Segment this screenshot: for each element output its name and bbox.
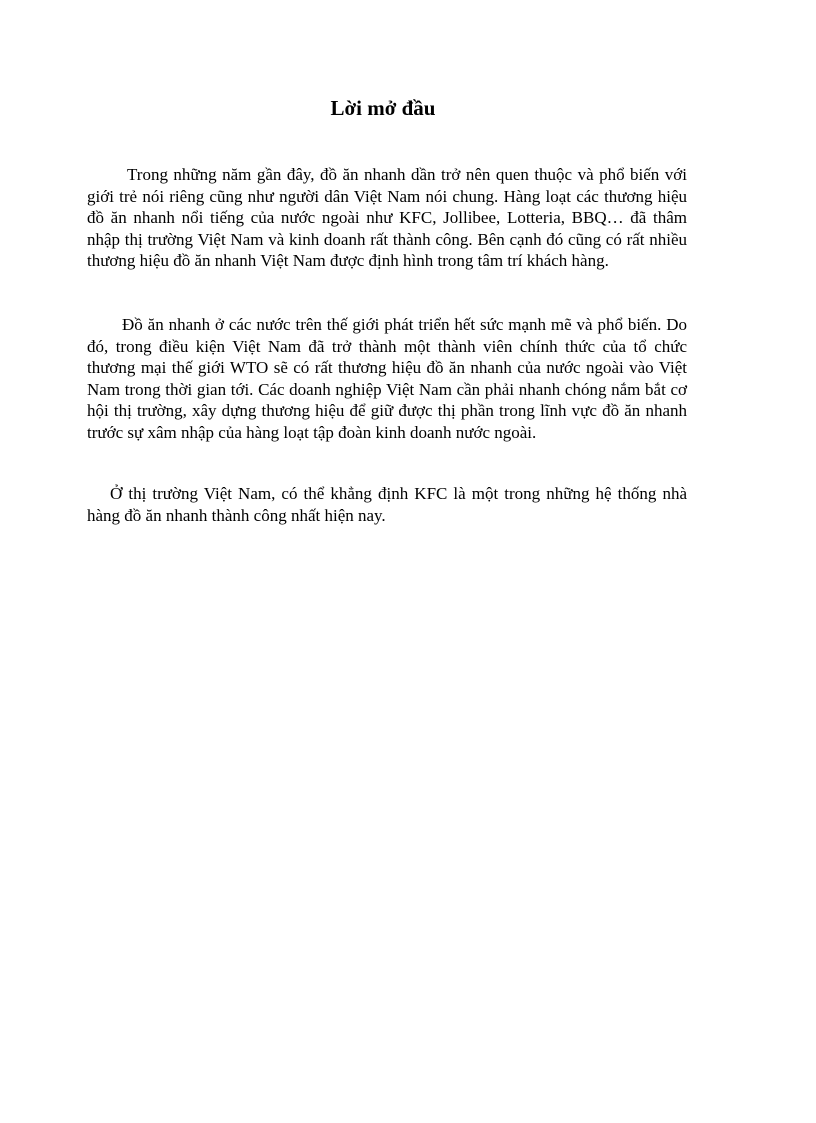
paragraph-global-trend: Đồ ăn nhanh ở các nước trên thế giới phát triển hết sức mạnh mẽ và phổ biến. Do đó, trong điều kiện Việt Nam đã trở thành một thành viên chính thức của tổ chức thương mại thế giới WTO sẽ có rất thương hiệu đồ ăn nhanh của nước ngoài vào Việt Nam trong thời gian tới. Các doanh nghiệp Việt Nam cần phải nhanh chóng nắm bắt cơ hội thị trường, xây dựng thương hiệu để giữ được thị phần trong lĩnh vực đồ ăn nhanh trước sự xâm nhập của hàng loạt tập đoàn kinh doanh nước ngoài. (87, 315, 687, 442)
paragraph-intro: Trong những năm gần đây, đồ ăn nhanh dần trở nên quen thuộc và phổ biến với giới trẻ nói riêng cũng như người dân Việt Nam nói chung. Hàng loạt các thương hiệu đồ ăn nhanh nổi tiếng của nước ngoài như KFC, Jollibee, Lotteria, BBQ… đã thâm nhập thị trường Việt Nam và kinh doanh rất thành công. Bên cạnh đó cũng có rất nhiều thương hiệu đồ ăn nhanh Việt Nam được định hình trong tâm trí khách hàng. (87, 165, 687, 271)
page-title: Lời mở đầu (330, 96, 436, 120)
paragraph-kfc: Ở thị trường Việt Nam, có thể khẳng định KFC là một trong những hệ thống nhà hàng đồ ăn nhanh thành công nhất hiện nay. (87, 484, 687, 525)
